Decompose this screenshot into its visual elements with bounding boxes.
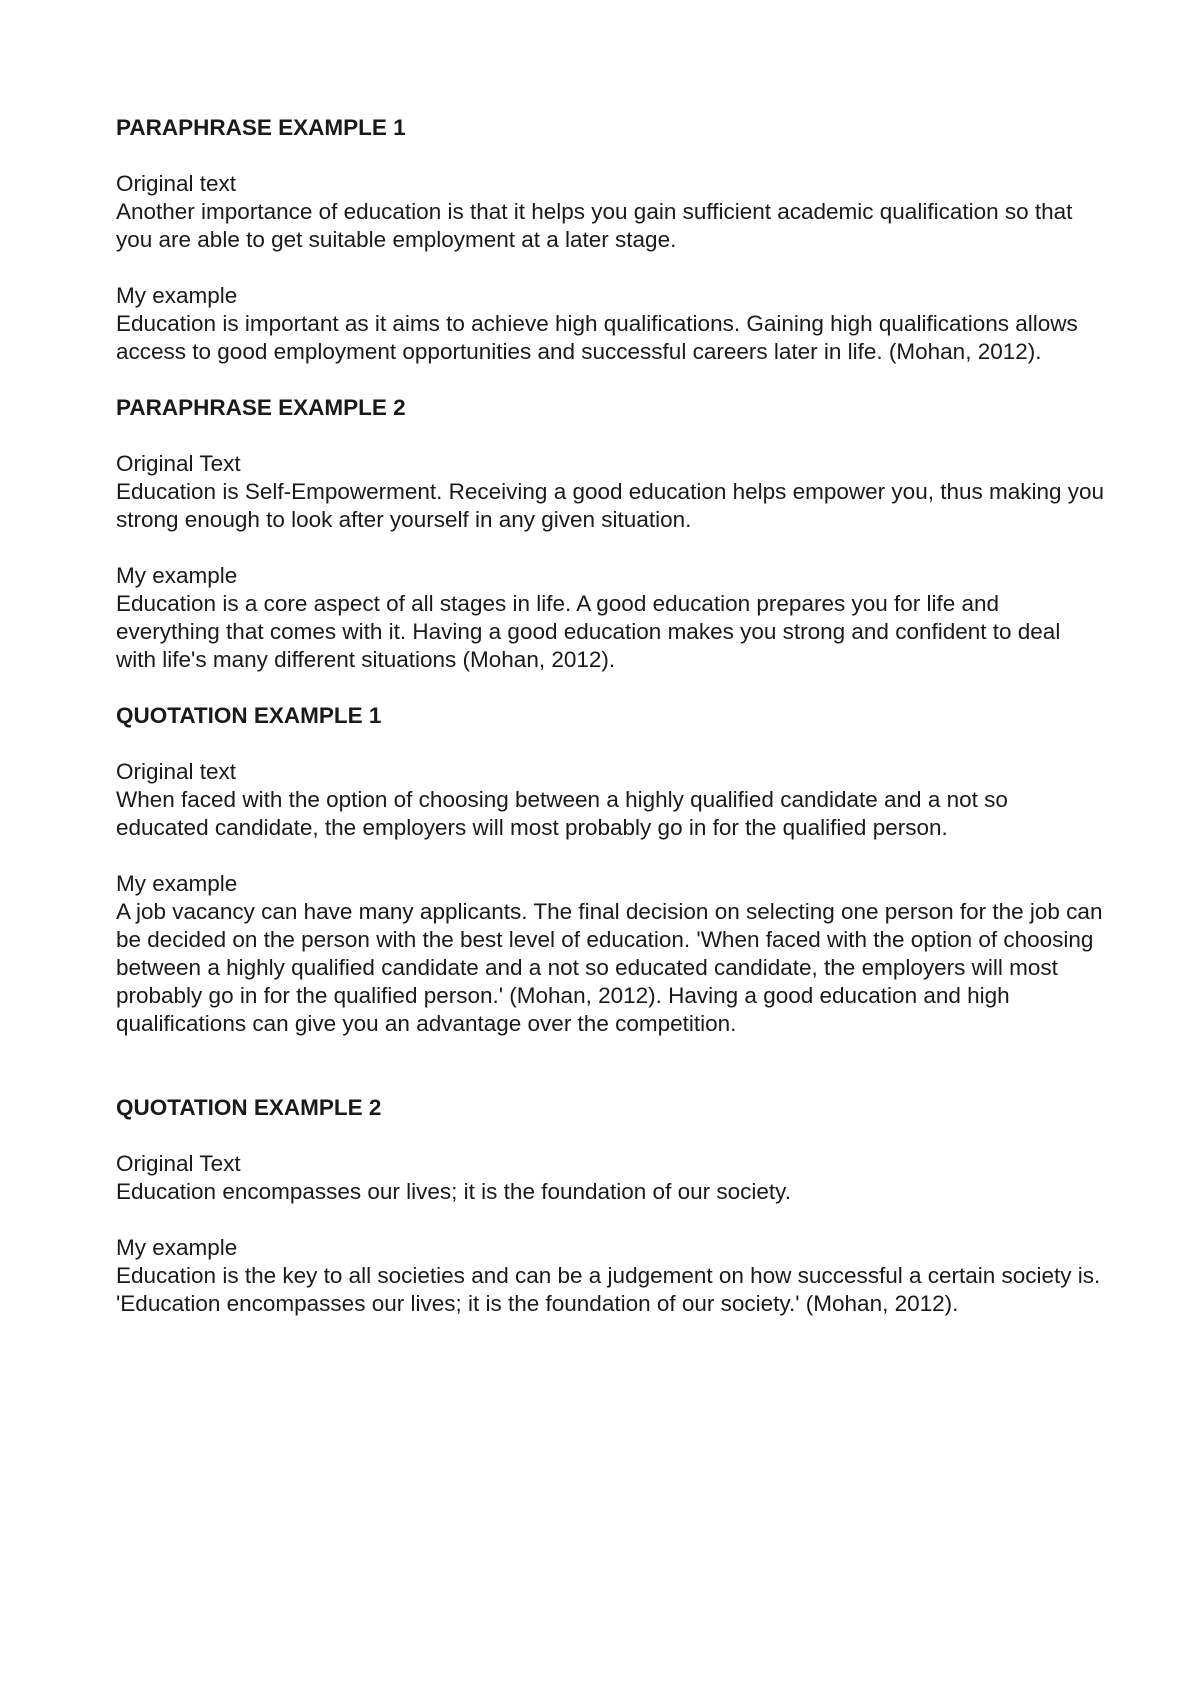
quotation-example-2-section bbox=[116, 1094, 1106, 1318]
section-heading: PARAPHRASE EXAMPLE 1 bbox=[116, 115, 406, 140]
my-example-body: Education is a core aspect of all stages in life. A good education prepares you for life and everything that comes with it. Having a good education makes you strong and confident to deal with life's many different situations (Mohan, 2012). bbox=[116, 591, 1061, 672]
original-text-label: Original Text bbox=[116, 451, 241, 476]
original-text-body: When faced with the option of choosing between a highly qualified candidate and a not so educated candidate, the employers will most probably go in for the qualified person. bbox=[116, 787, 1008, 840]
original-text-body: Education is Self-Empowerment. Receiving a good education helps empower you, thus making you strong enough to look after yourself in any given situation. bbox=[116, 479, 1105, 532]
section-heading: QUOTATION EXAMPLE 2 bbox=[116, 1095, 382, 1120]
document-content bbox=[116, 114, 1106, 1318]
my-example-label: My example bbox=[116, 283, 238, 308]
quotation-example-1-section bbox=[116, 702, 1106, 1038]
my-example-label: My example bbox=[116, 1235, 238, 1260]
original-text-label: Original Text bbox=[116, 1151, 241, 1176]
original-text-body: Another importance of education is that it helps you gain sufficient academic qualification so that you are able to get suitable employment at a later stage. bbox=[116, 199, 1073, 252]
paraphrase-example-2-section bbox=[116, 394, 1106, 674]
original-text-body: Education encompasses our lives; it is the foundation of our society. bbox=[116, 1179, 791, 1204]
my-example-body: Education is the key to all societies and can be a judgement on how successful a certain society is. 'Education encompasses our lives; it is the foundation of our society.' (Mohan, 2012). bbox=[116, 1263, 1101, 1316]
my-example-label: My example bbox=[116, 871, 238, 896]
my-example-label: My example bbox=[116, 563, 238, 588]
section-heading: PARAPHRASE EXAMPLE 2 bbox=[116, 395, 406, 420]
original-text-label: Original text bbox=[116, 171, 237, 196]
original-text-label: Original text bbox=[116, 759, 237, 784]
paraphrase-example-1-section bbox=[116, 114, 1106, 366]
my-example-body: Education is important as it aims to achieve high qualifications. Gaining high qualifications allows access to good employment opportunities and successful careers later in life. (Mohan, 2012). bbox=[116, 311, 1078, 364]
my-example-body: A job vacancy can have many applicants. The final decision on selecting one person for the job can be decided on the person with the best level of education. 'When faced with the option of choosing between a highly qualified candidate and a not so educated candidate, the employers will most probably go in for the qualified person.' (Mohan, 2012). Having a good education and high qualifications can give you an advantage over the competition. bbox=[116, 899, 1103, 1036]
section-heading: QUOTATION EXAMPLE 1 bbox=[116, 703, 382, 728]
